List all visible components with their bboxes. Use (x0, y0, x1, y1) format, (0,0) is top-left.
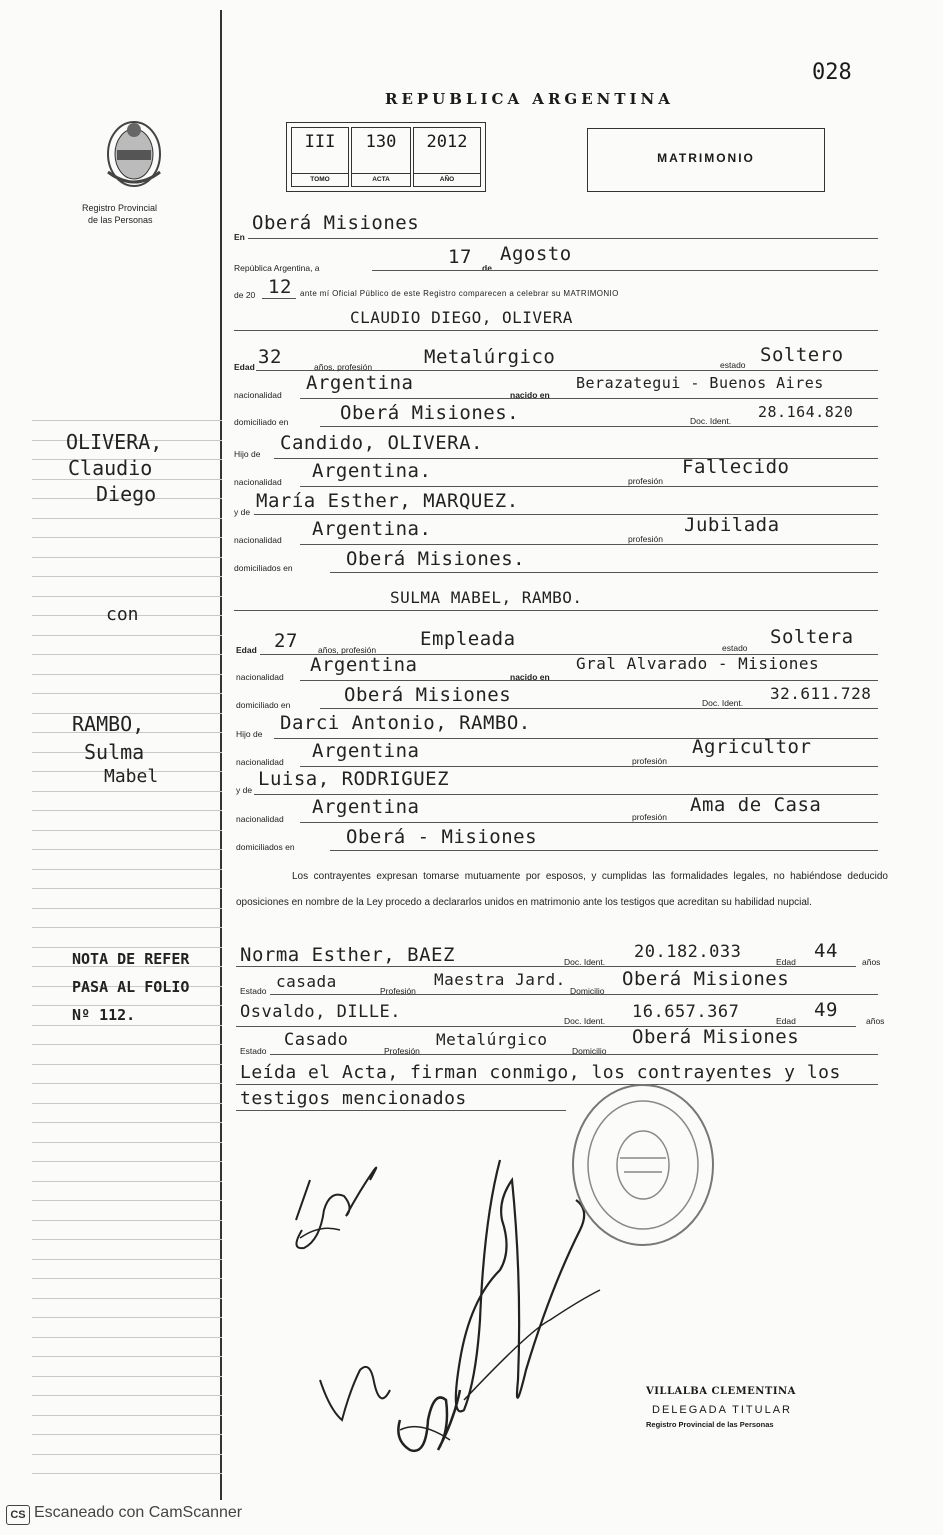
witness1-estado: casada (276, 972, 337, 991)
estado-label-2: estado (722, 643, 748, 653)
spouse1-mother-nacionalidad: Argentina. (312, 518, 432, 540)
witness1-domicilio: Oberá Misiones (622, 968, 790, 990)
signature-4 (398, 1390, 460, 1451)
spouse2-nacido: Gral Alvarado - Misiones (576, 654, 820, 673)
ano-value: 2012 (426, 132, 468, 152)
officer-stamp-org: Registro Provincial de las Personas (646, 1420, 774, 1429)
republica-label: República Argentina, a (234, 263, 320, 273)
doc-ident-label-2: Doc. Ident. (702, 698, 744, 708)
witness1-name: Norma Esther, BAEZ (240, 944, 455, 966)
margin-rule-line (32, 576, 222, 577)
witness2-edad-label: Edad (776, 1016, 796, 1026)
nacido-en-label: nacido en (510, 390, 550, 400)
margin-rule-line (32, 518, 222, 519)
spouse1-father-profesion: Fallecido (682, 456, 790, 478)
hijo-de-label-2: Hijo de (236, 729, 263, 739)
witness2-domicilio-label: Domicilio (572, 1046, 607, 1056)
hijo-de-label: Hijo de (234, 449, 261, 459)
nacido-en-label-2: nacido en (510, 672, 550, 682)
margin-rule-line (32, 869, 222, 870)
witness2-estado-label: Estado (240, 1046, 267, 1056)
witness2-edad: 49 (814, 999, 838, 1021)
y-de-label: y de (234, 507, 251, 517)
nacionalidad-label-father: nacionalidad (234, 477, 282, 487)
margin-rule-line (32, 947, 222, 948)
witness2-domicilio: Oberá Misiones (632, 1026, 800, 1048)
margin-rule-line (32, 1025, 222, 1026)
camscanner-logo: CS (6, 1505, 30, 1525)
nacionalidad-label: nacionalidad (234, 390, 282, 400)
margin-rule-line (32, 1337, 222, 1338)
margin-rule-line (32, 654, 222, 655)
signature-3 (320, 1367, 390, 1420)
spouse2-father-nacionalidad: Argentina (312, 740, 420, 762)
margin-rule-line (32, 635, 222, 636)
profesion-label-father-2: profesión (632, 756, 667, 766)
margin-rule-line (32, 888, 222, 889)
profesion-label-father: profesión (628, 476, 663, 486)
spouse2-doc: 32.611.728 (770, 684, 872, 703)
witness2-anos-label: años (866, 1016, 885, 1026)
domiciliado-label: domiciliado en (234, 417, 289, 427)
acta-tomo-cell (291, 127, 349, 187)
closing-note: Leída el Acta, firman conmigo, los contrayentes y los testigos mencionados (240, 1062, 841, 1109)
margin-rule-line (32, 1200, 222, 1201)
margin-rule-line (32, 557, 222, 558)
signature-1 (296, 1168, 376, 1249)
spouse1-profesion: Metalúrgico (424, 346, 556, 368)
margin-spouse2-line3: Mabel (104, 766, 159, 787)
doc-ident-label: Doc. Ident. (690, 416, 732, 426)
spouse1-estado: Soltero (760, 344, 844, 366)
margin-rule-line (32, 1415, 222, 1416)
margin-rule-line (32, 420, 222, 421)
witness2-doc-label: Doc. Ident. (564, 1016, 606, 1026)
margin-rule-line (32, 830, 222, 831)
margin-rule-line (32, 1259, 222, 1260)
spouse1-mother-profesion: Jubilada (684, 514, 780, 536)
year-prefix: de 20 (234, 290, 256, 300)
margin-rule-line (32, 1454, 222, 1455)
record-type-label: MATRIMONIO (657, 151, 755, 165)
witness1-estado-label: Estado (240, 986, 267, 996)
margin-spouse1-line1: OLIVERA, (66, 430, 163, 454)
margin-rule-line (32, 927, 222, 928)
margin-rule-line (32, 1064, 222, 1065)
anos-profesion-label-2: años, profesión (318, 645, 377, 655)
month-value: Agosto (500, 243, 572, 265)
nacionalidad-label-mother-2: nacionalidad (236, 814, 284, 824)
spouse2-profesion: Empleada (420, 628, 516, 650)
estado-label: estado (720, 360, 746, 370)
spouse1-edad: 32 (258, 346, 282, 368)
tomo-label: TOMO (292, 173, 348, 186)
margin-rule-line (32, 1376, 222, 1377)
y-de-label-2: y de (236, 785, 253, 795)
witness2-profesion-label: Profesión (384, 1046, 420, 1056)
margin-rule-line (32, 537, 222, 538)
tomo-value: III (304, 132, 336, 152)
en-label: En (234, 232, 245, 242)
witness1-anos-label: años (862, 957, 881, 967)
witness2-profesion: Metalúrgico (436, 1030, 548, 1049)
margin-note-line3: Nº 112. (72, 1006, 136, 1024)
margin-rule-line (32, 596, 222, 597)
margin-rule-line (32, 849, 222, 850)
spouse2-edad: 27 (274, 630, 298, 652)
declaration-text: Los contrayentes expresan tomarse mutuamente por esposos, y cumplidas las formalidades legales, no habiéndose deducido oposiciones en nombre de la Ley procedo a declararlos unidos en matrimonio ante los testigos que acreditan su habilidad nupcial. (236, 871, 888, 908)
signature-2 (456, 1160, 584, 1411)
acta-acta-cell (351, 127, 411, 187)
margin-rule-line (32, 908, 222, 909)
margin-rule-line (32, 1356, 222, 1357)
coat-of-arms-emblem (100, 112, 168, 192)
margin-rule-line (32, 1142, 222, 1143)
spouse1-nacido: Berazategui - Buenos Aires (576, 374, 824, 392)
witness2-name: Osvaldo, DILLE. (240, 1002, 402, 1022)
acta-ano-cell (413, 127, 481, 187)
margin-rule-line (32, 1083, 222, 1084)
officer-stamp-name: VILLALBA CLEMENTINA (646, 1386, 796, 1397)
witness1-doc: 20.182.033 (634, 942, 742, 962)
margin-rule-line (32, 1239, 222, 1240)
intro-text: ante mí Oficial Público de este Registro comparecen a celebrar su MATRIMONIO (300, 289, 619, 298)
margin-spouse1-line3: Diego (96, 482, 157, 506)
witness1-doc-label: Doc. Ident. (564, 957, 606, 967)
acta-label: ACTA (352, 173, 410, 186)
margin-rule-line (32, 1220, 222, 1221)
witness1-profesion-label: Profesión (380, 986, 416, 996)
scanner-footer-text: Escaneado con CamScanner (34, 1504, 243, 1521)
registry-line-2: de las Personas (88, 215, 153, 225)
anos-profesion-label: años, profesión (314, 362, 373, 372)
margin-note-line2: PASA AL FOLIO (72, 978, 190, 996)
spouse2-nacionalidad: Argentina (310, 654, 418, 676)
acta-value: 130 (365, 132, 397, 152)
margin-rule-line (32, 1298, 222, 1299)
margin-con: con (106, 604, 139, 625)
spouse1-nacionalidad: Argentina (306, 372, 414, 394)
witness1-profesion: Maestra Jard. (434, 970, 566, 989)
spouse1-parents-domicilio: Oberá Misiones. (346, 548, 526, 570)
spouse2-domiciliado: Oberá Misiones (344, 684, 512, 706)
margin-rule-line (32, 1395, 222, 1396)
spouse2-name: SULMA MABEL, RAMBO. (390, 588, 583, 607)
country-title: REPUBLICA ARGENTINA (385, 90, 674, 108)
spouse2-mother: Luisa, RODRIGUEZ (258, 768, 450, 790)
spouse2-mother-nacionalidad: Argentina (312, 796, 420, 818)
nacionalidad-label-father-2: nacionalidad (236, 757, 284, 767)
page-number: 028 (812, 60, 852, 85)
edad-label: Edad (234, 362, 255, 372)
witness1-domicilio-label: Domicilio (570, 986, 605, 996)
margin-spouse2-line2: Sulma (84, 740, 145, 764)
margin-rule-line (32, 1434, 222, 1435)
profesion-label-mother: profesión (628, 534, 663, 544)
margin-rule-line (32, 674, 222, 675)
spouse1-doc: 28.164.820 (758, 403, 854, 421)
spouse2-mother-profesion: Ama de Casa (690, 794, 822, 816)
edad-label-2: Edad (236, 645, 257, 655)
spouse2-father-profesion: Agricultor (692, 736, 812, 758)
margin-divider (220, 10, 222, 1500)
margin-rule-line (32, 810, 222, 811)
margin-rule-line (32, 1161, 222, 1162)
margin-rule-line (32, 791, 222, 792)
domiciliado-label-2: domiciliado en (236, 700, 291, 710)
margin-spouse2-line1: RAMBO, (72, 712, 145, 736)
nacionalidad-label-2: nacionalidad (236, 672, 284, 682)
profesion-label-mother-2: profesión (632, 812, 667, 822)
spouse2-parents-domicilio: Oberá - Misiones (346, 826, 538, 848)
witness2-doc: 16.657.367 (632, 1002, 740, 1022)
witness1-edad: 44 (814, 940, 838, 962)
margin-rule-line (32, 1181, 222, 1182)
de-label: de (482, 263, 492, 273)
place-value: Oberá Misiones (252, 212, 420, 234)
registry-line-1: Registro Provincial (82, 203, 158, 213)
domiciliados-label: domiciliados en (234, 563, 293, 573)
margin-rule-line (32, 1044, 222, 1045)
margin-spouse1-line2: Claudio (68, 456, 153, 480)
margin-rule-line (32, 1122, 222, 1123)
official-seal (568, 1080, 718, 1250)
nacionalidad-label-mother: nacionalidad (234, 535, 282, 545)
spouse2-father: Darci Antonio, RAMBO. (280, 712, 531, 734)
margin-rule-line (32, 1278, 222, 1279)
spouse1-mother: María Esther, MARQUEZ. (256, 490, 519, 512)
margin-rule-line (32, 1103, 222, 1104)
year-suffix: 12 (268, 276, 292, 298)
margin-rule-line (32, 693, 222, 694)
witness2-estado: Casado (284, 1030, 349, 1050)
witness1-edad-label: Edad (776, 957, 796, 967)
officer-stamp-title: DELEGADA TITULAR (652, 1404, 792, 1416)
margin-note-line1: NOTA DE REFER (72, 950, 190, 968)
spouse1-father: Candido, OLIVERA. (280, 432, 483, 454)
domiciliados-label-2: domiciliados en (236, 842, 295, 852)
day-value: 17 (448, 246, 472, 268)
margin-rule-line (32, 1473, 222, 1474)
spouse1-father-nacionalidad: Argentina. (312, 460, 432, 482)
ano-label: AÑO (414, 173, 480, 186)
spouse2-estado: Soltera (770, 626, 854, 648)
margin-rule-line (32, 1317, 222, 1318)
record-type-box (587, 128, 825, 192)
spouse1-name: CLAUDIO DIEGO, OLIVERA (350, 308, 573, 327)
spouse1-domiciliado: Oberá Misiones. (340, 402, 520, 424)
